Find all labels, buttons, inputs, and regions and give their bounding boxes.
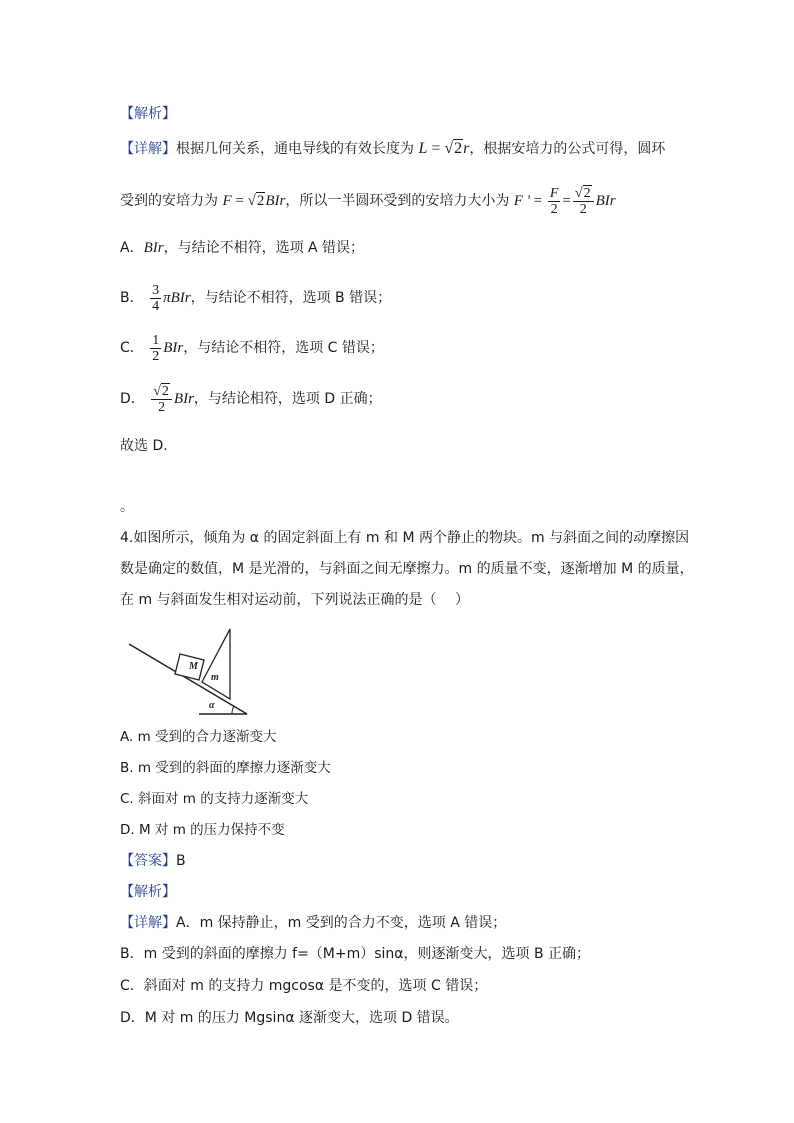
q4-stem-line-3: 在 m 与斜面发生相对运动前，下列说法正确的是（ ） [120, 592, 469, 608]
q4-detail-C: C．斜面对 m 的支持力 mgcosα 是不变的，选项 C 错误； [120, 978, 488, 994]
block-m [202, 629, 230, 699]
q4-detail-A [120, 913, 506, 933]
optB-label: B． [120, 290, 144, 306]
q4-option-B: B. m 受到的斜面的摩擦力逐渐变大 [120, 760, 331, 776]
q4-option-D: D. M 对 m 的压力保持不变 [120, 822, 285, 838]
optA-text: ，与结论不相符，选项 A 错误； [163, 240, 365, 256]
q4-detail-B: B．m 受到的斜面的摩擦力 f=（M+m）sinα，则逐渐变大，选项 B 正确； [120, 946, 591, 962]
q4-stem-line-2: 数是确定的数值，M 是光滑的，与斜面之间无摩擦力。m 的质量不变，逐渐增加 M 的质量， [120, 561, 694, 577]
optC-expr: $\frac{1}{2}$ BIr [152, 333, 184, 365]
q4-answer [120, 851, 186, 871]
option-A-analysis [120, 238, 364, 258]
optD-text: ，与结论相符，选项 D 正确； [193, 391, 382, 407]
optB-text: ，与结论不相符，选项 B 错误； [190, 290, 392, 306]
equation-L: L = √2r [418, 140, 470, 157]
line2-text-2: ，所以一半圆环受到的安培力大小为 [285, 193, 510, 209]
detail-tag: 【详解】 [120, 141, 176, 157]
period-mark: 。 [120, 499, 134, 515]
optA-expr: BIr [143, 240, 164, 256]
detail-text-2: ，根据安培力的公式可得，圆环 [469, 141, 666, 157]
q4-detail-D: D．M 对 m 的压力 Mgsinα 逐渐变大，选项 D 错误。 [120, 1010, 459, 1026]
option-C-analysis [120, 333, 384, 364]
label-alpha: α [209, 700, 215, 711]
answer-tag: 【答案】 [120, 853, 176, 869]
angle-arc [232, 706, 234, 714]
answer-value: B [176, 853, 186, 869]
optA-label: A． [120, 240, 144, 256]
option-B-analysis [120, 283, 391, 314]
q4-detail-tag: 【详解】 [120, 915, 176, 931]
optD-expr: $\frac{√2}{2}$ BIr [153, 384, 194, 416]
equation-F-prime: F ' = $\frac{F}{2}$ = $\frac{√2}{2}$ BIr [513, 186, 616, 218]
equation-F: F = √2BIr [222, 193, 286, 209]
incline-figure [120, 622, 256, 718]
detail-line-2 [120, 186, 616, 217]
detail-line-1 [120, 139, 665, 159]
analysis-heading: 【解析】 [120, 106, 176, 122]
optD-label: D． [120, 391, 145, 407]
line2-text-1: 受到的安培力为 [120, 193, 218, 209]
option-D-analysis [120, 383, 382, 415]
q4-analysis-heading: 【解析】 [120, 884, 176, 900]
detail-text-1: 根据几何关系，通电导线的有效长度为 [176, 141, 414, 157]
q4-option-A: A. m 受到的合力逐渐变大 [120, 729, 277, 745]
conclusion: 故选 D. [120, 438, 168, 454]
optB-expr: $\frac{3}{4}$ πBIr [152, 283, 191, 315]
optC-label: C． [120, 340, 144, 356]
q4-stem-line-1: 4.如图所示，倾角为 α 的固定斜面上有 m 和 M 两个静止的物块。m 与斜面之间的动摩擦因 [120, 530, 690, 546]
q4-option-C: C. 斜面对 m 的支持力逐渐变大 [120, 791, 309, 807]
q4-detail-A-text: A．m 保持静止，m 受到的合力不变，选项 A 错误； [176, 915, 507, 931]
optC-text: ，与结论不相符，选项 C 错误； [183, 340, 384, 356]
label-M: M [189, 661, 198, 672]
label-m: m [211, 672, 219, 683]
